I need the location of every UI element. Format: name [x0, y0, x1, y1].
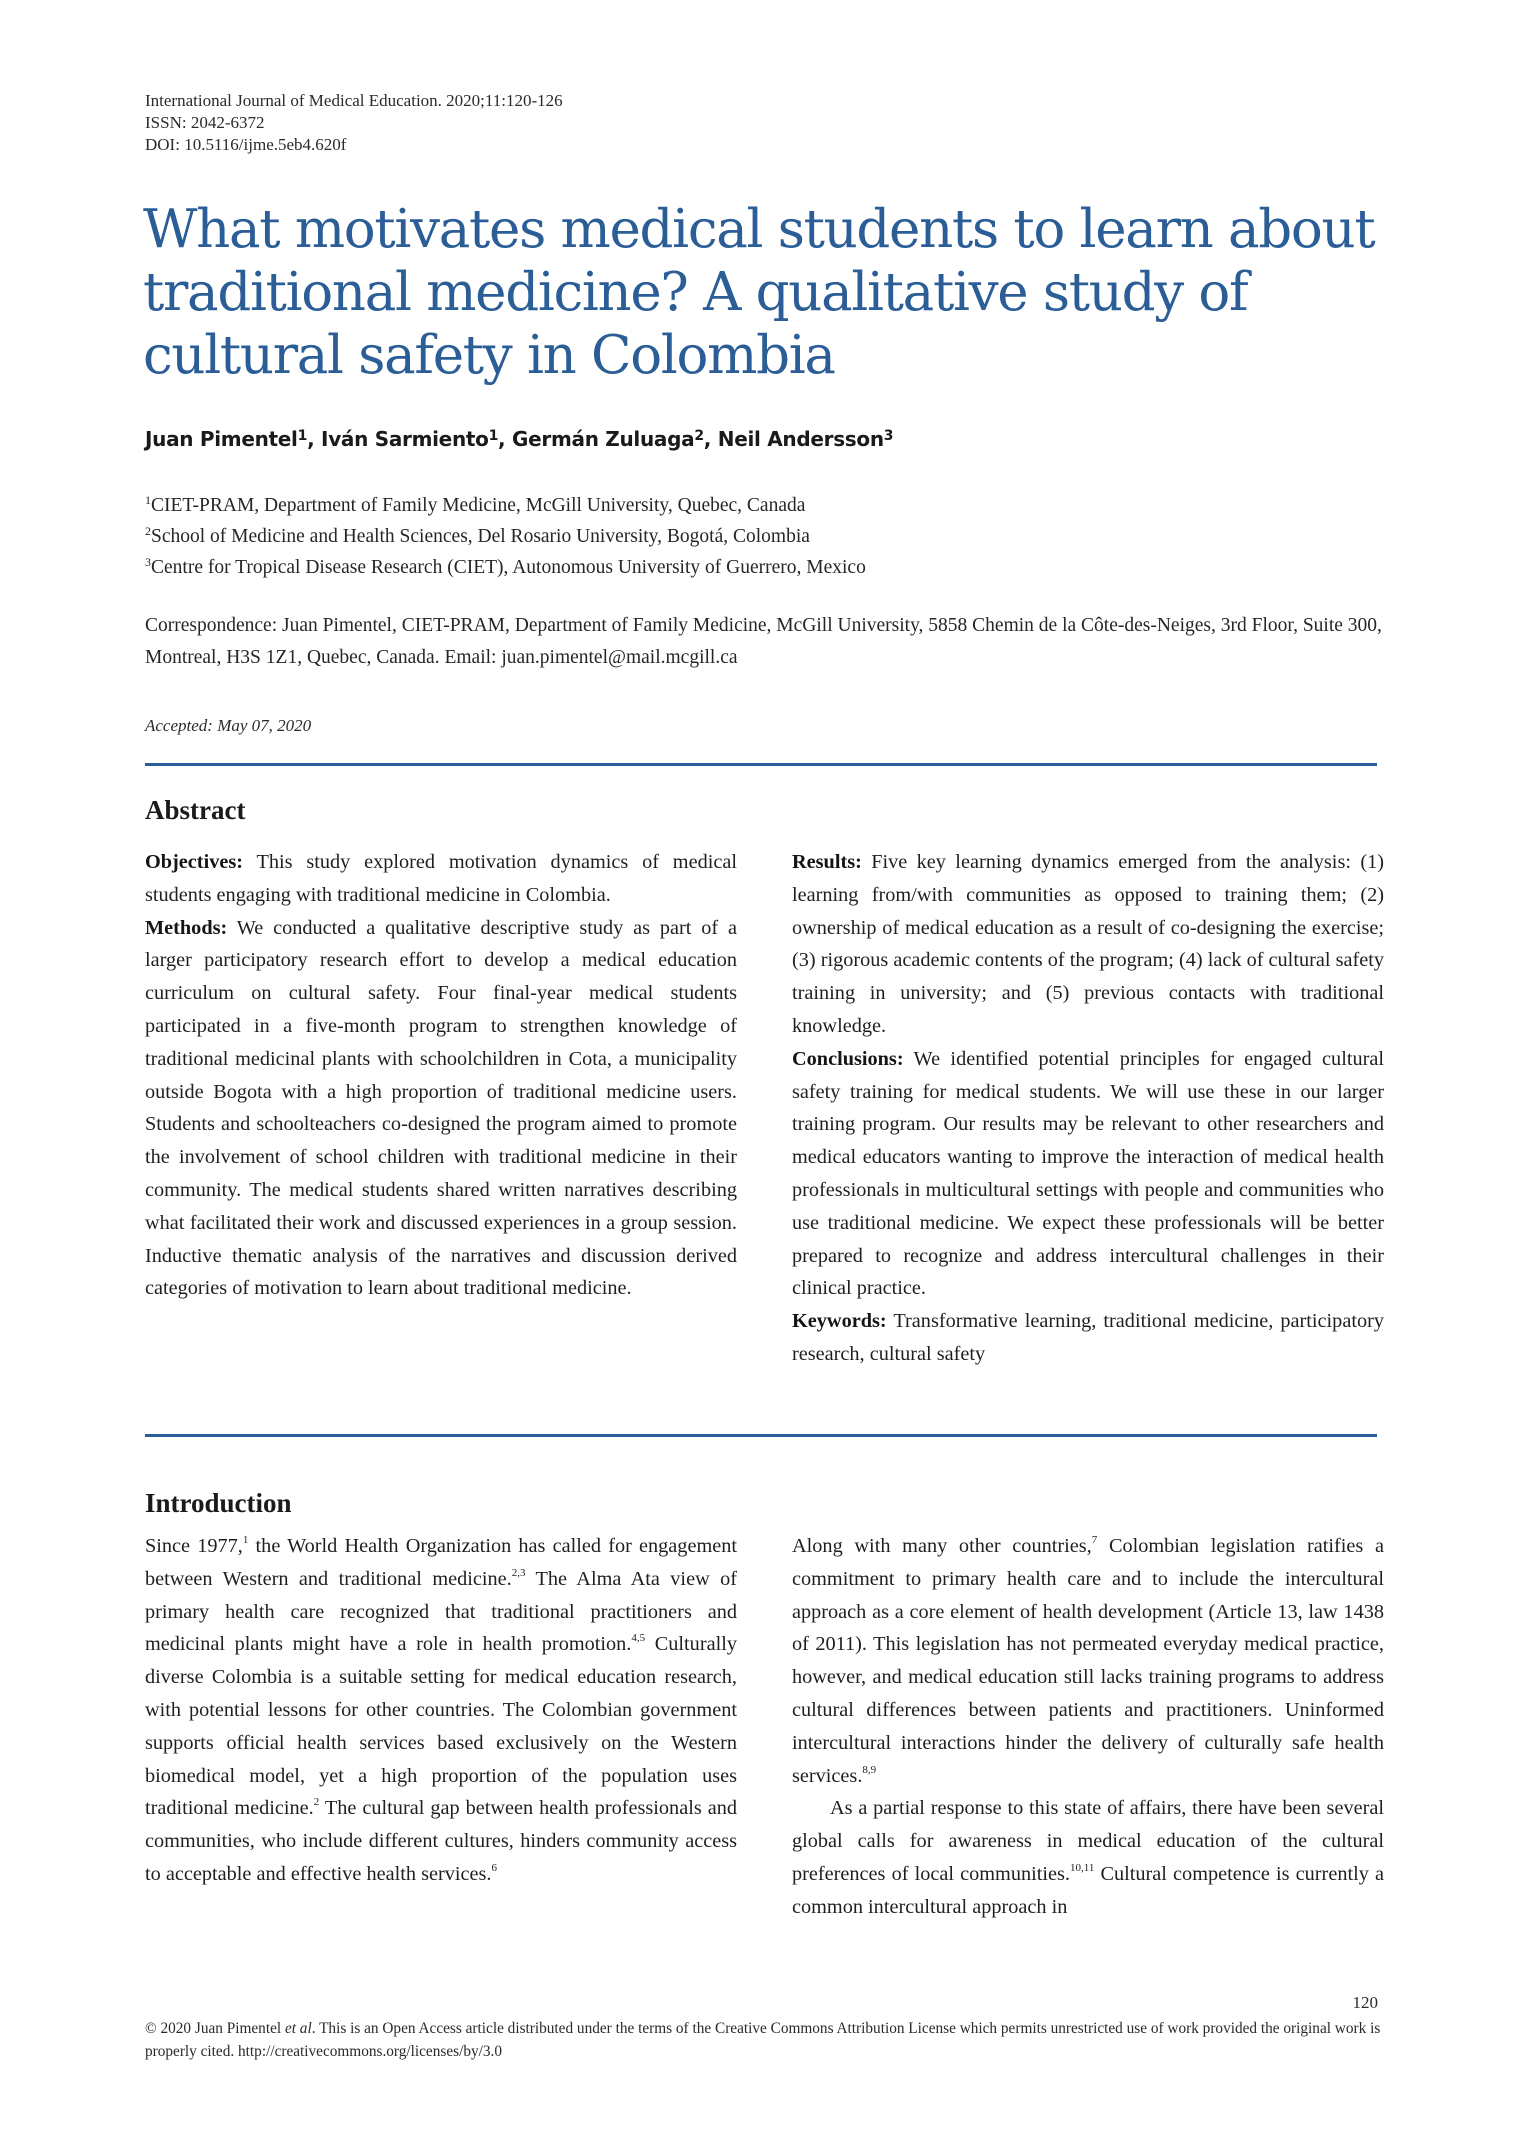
journal-meta [145, 90, 563, 156]
citation-ref[interactable]: 10,11 [1069, 1861, 1095, 1874]
affiliation: $^3$Centre for Tropical Disease Research (CIET), Autonomous University of Guerrero, Mexico [145, 555, 866, 578]
introduction-right-column [792, 1530, 1384, 1924]
abstract-right-column [792, 846, 1384, 1371]
abstract-results: Results: Five key learning dynamics emerged from the analysis: (1) learning from/with communities as opposed to training them; (2) ownership of medical education as a result of co-designing the exercise; (3) rigorous academic contents of the program; (4) lack of cultural safety training in university; and (5) previous contacts with traditional knowledge. [792, 851, 1384, 1037]
introduction-paragraph: Along with many other countries,$^7$ Colombian legislation ratifies a commitment to primary health care and to include the intercultural approach as a core element of health development (Article 13, law 1438 of 2011). This legislation has not permeated everyday medical practice, however, and medical education still lacks training programs to address cultural differences between patients and practitioners. Uninformed intercultural interactions hinder the delivery of culturally safe health services.$^{8,9}$ [792, 1534, 1384, 1787]
author[interactable]: Juan Pimentel$^1$ [145, 427, 308, 451]
abstract-conclusions: Conclusions: We identified potential principles for engaged cultural safety training for medical students. We will use these in our larger training program. Our results may be relevant to other researchers and medical educators wanting to improve the interaction of medical health professionals in multicultural settings with people and communities who use traditional medicine. We expect these professionals will be better prepared to recognize and address intercultural challenges in their clinical practice. [792, 1047, 1384, 1300]
citation-ref[interactable]: 8,9 [862, 1763, 877, 1776]
affiliation: $^1$CIET-PRAM, Department of Family Medicine, McGill University, Quebec, Canada [145, 493, 806, 516]
journal-citation: International Journal of Medical Education. 2020;11:120-126 [145, 91, 563, 110]
abstract-methods: Methods: We conducted a qualitative descriptive study as part of a larger participatory research effort to develop a medical education curriculum on cultural safety. Four final-year medical students participated in a five-month program to strengthen knowledge of traditional medicinal plants with schoolchildren in Cota, a municipality outside Bogota with a high proportion of traditional medicine users. Students and schoolteachers co-designed the program aimed to promote the involvement of school children with traditional medicine in their community. The medical students shared written narratives describing what facilitated their work and discussed experiences in a group session. Inductive thematic analysis of the narratives and discussion derived categories of motivation to learn about traditional medicine. [145, 916, 737, 1300]
citation-ref[interactable]: 2 [313, 1796, 320, 1809]
article-title: What motivates medical students to learn about traditional medicine? A qualitative study of cultural safety in Colombia [143, 199, 1375, 386]
citation-ref[interactable]: 6 [491, 1861, 497, 1874]
citation-ref[interactable]: 4,5 [631, 1632, 646, 1645]
abstract-top-divider [145, 763, 1377, 766]
citation-ref[interactable]: 2,3 [511, 1566, 526, 1579]
abstract-left-column [145, 846, 737, 1305]
citation-ref[interactable]: 1 [242, 1534, 249, 1546]
affiliation-list [145, 490, 866, 583]
introduction-left-column [145, 1530, 737, 1891]
abstract-bottom-divider [145, 1434, 1377, 1437]
introduction-heading: Introduction [145, 1488, 292, 1518]
author[interactable]: Iván Sarmiento$^1$ [321, 427, 499, 451]
author-list: Juan Pimentel$^1$, Iván Sarmiento$^1$, Germán Zuluaga$^2$, Neil Andersson$^3$ [145, 427, 894, 451]
abstract-heading: Abstract [145, 795, 246, 825]
abstract-keywords: Keywords: Transformative learning, traditional medicine, participatory research, cultural safety [792, 1310, 1384, 1365]
introduction-paragraph: Since 1977,$^1$ the World Health Organization has called for engagement between Western and traditional medicine.$^{2,3}$ The Alma Ata view of primary health care recognized that traditional practitioners and medicinal plants might have a role in health promotion.$^{4,5}$ Culturally diverse Colombia is a suitable setting for medical education research, with potential lessons for other countries. The Colombian government supports official health services based exclusively on the Western biomedical model, yet a high proportion of the population uses traditional medicine.$^2$ The cultural gap between health professionals and communities, who include different cultures, hinders community access to acceptable and effective health services.$^6$ [145, 1534, 738, 1885]
citation-ref[interactable]: 7 [1091, 1534, 1098, 1546]
affiliation: $^2$School of Medicine and Health Sciences, Del Rosario University, Bogotá, Colombia [145, 524, 810, 547]
accepted-date: Accepted: May 07, 2020 [145, 716, 312, 735]
issn: ISSN: 2042-6372 [145, 113, 265, 132]
author[interactable]: Neil Andersson$^3$ [717, 427, 894, 451]
introduction-paragraph: As a partial response to this state of affairs, there have been several global calls for awareness in medical education of the cultural preferences of local communities.$^{10,11}$ Cultural competence is currently a common intercultural approach in [792, 1797, 1384, 1918]
license-notice: © 2020 Juan Pimentel et al. This is an Open Access article distributed under the terms of the Creative Commons Attribution License which permits unrestricted use of work provided the original work is properly cited. http://creativecommons.org/licenses/by/3.0 [145, 2020, 1381, 2060]
abstract-objectives: Objectives: This study explored motivation dynamics of medical students engaging with traditional medicine in Colombia. [145, 851, 737, 906]
author[interactable]: Germán Zuluaga$^2$ [512, 427, 704, 451]
correspondence: Correspondence: Juan Pimentel, CIET-PRAM, Department of Family Medicine, McGill University, 5858 Chemin de la Côte-des-Neiges, 3rd Floor, Suite 300, Montreal, H3S 1Z1, Quebec, Canada. Email: juan.pimentel@mail.mcgill.ca [145, 615, 1382, 668]
doi: DOI: 10.5116/ijme.5eb4.620f [145, 135, 347, 154]
page-number: 120 [1352, 1993, 1378, 2012]
